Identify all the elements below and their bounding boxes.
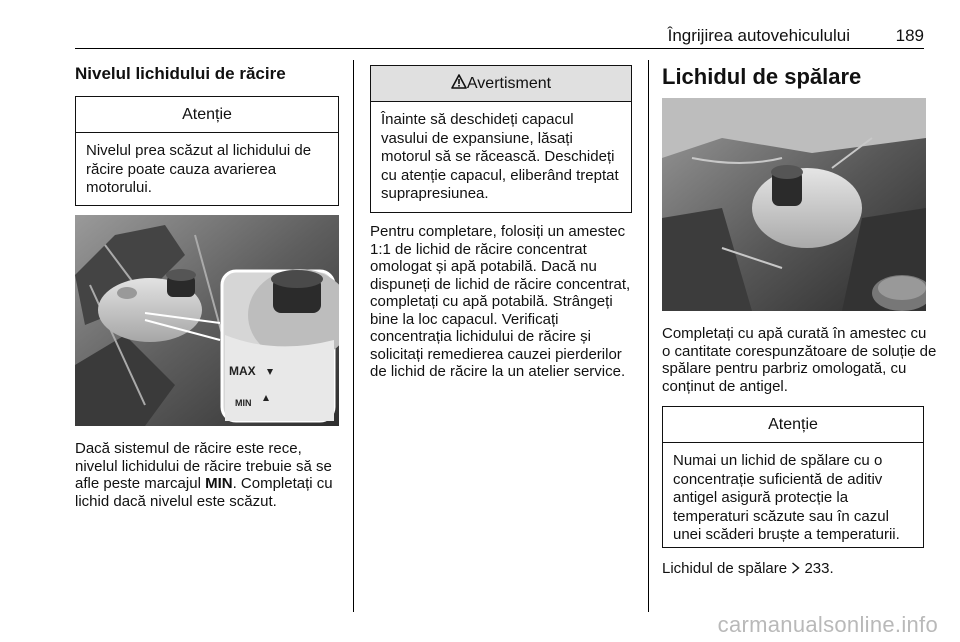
warning-triangle-icon	[451, 74, 467, 89]
max-marking: MAX	[229, 364, 256, 378]
watermark: carmanualsonline.info	[717, 612, 938, 637]
coolant-caution-box	[75, 96, 339, 206]
washer-reference: Lichidul de spălare 233.	[662, 560, 834, 577]
washer-fill-paragraph: Completați cu apă curată în amestec cu o cantitate corespunzătoare de soluție de spălare pentru parbriz omologată, cu conținut de antigel.	[662, 325, 937, 395]
coolant-reservoir-figure	[75, 215, 339, 426]
caution-body: Nivelul prea scăzut al lichidului de răcire poate cauza avarierea motorului.	[86, 142, 312, 196]
min-marking: MIN	[235, 398, 252, 408]
page-reference-arrow-icon	[791, 562, 800, 574]
min-mark-label: MIN	[205, 475, 233, 492]
washer-caution-heading: Atenție	[663, 407, 923, 443]
washer-caution-box	[662, 406, 924, 548]
warning-body: Înainte să deschideți capacul vasului de expansiune, lăsați motorul să se răcească. Deschideți cu atenție capacul, eliberând treptat suprapresiunea.	[381, 111, 619, 202]
page-number: 189	[895, 26, 924, 45]
column-divider-1	[353, 60, 354, 612]
coolant-level-paragraph: Dacă sistemul de răcire este rece, nivelul lichidului de răcire trebuie să se afle peste marcajul MIN. Completați cu lichid dacă nivelul este scăzut.	[75, 440, 333, 510]
coolant-warning-box	[370, 65, 632, 213]
caution-heading: Atenție	[76, 97, 338, 133]
washer-caution-body: Numai un lichid de spălare cu o concentrație suficientă de aditiv antigel asigură protecție la temperaturi scăzute sau în cazul unei scăderi bruște a temperaturii.	[673, 452, 900, 543]
washer-reservoir-figure	[662, 98, 926, 311]
header-rule	[75, 48, 924, 49]
warning-heading: Avertisment	[466, 75, 552, 92]
washer-fluid-section-title: Lichidul de spălare	[662, 64, 862, 89]
column-divider-2	[648, 60, 649, 612]
refill-paragraph: Pentru completare, folosiți un amestec 1:1 de lichid de răcire concentrat omologat și apă potabilă. Dacă nu dispuneți de lichid de răcire concentrat, completați cu apă potabilă. Strângeți bine la loc capacul. Verificați concentrația lichidului de răcire și solicitați remedierea cauzei pierderilor de lichid de răcire la un atelier service.	[370, 223, 631, 380]
warning-heading-bar	[371, 66, 631, 102]
running-header-title: Îngrijirea autovehiculului	[667, 26, 850, 45]
washer-reference-page[interactable]: 233.	[804, 560, 834, 577]
coolant-section-title: Nivelul lichidului de răcire	[75, 64, 286, 83]
